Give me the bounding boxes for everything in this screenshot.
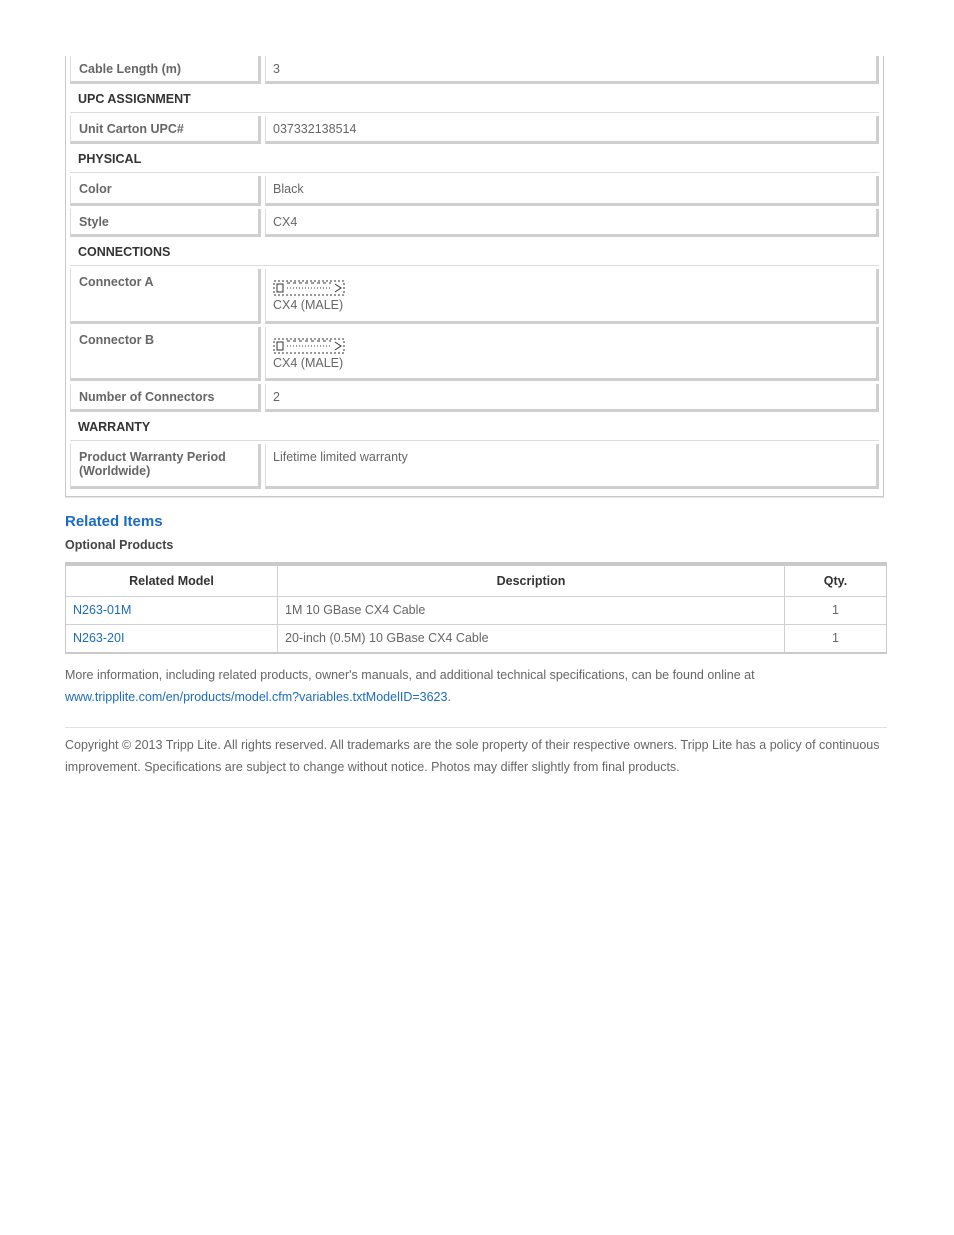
section-heading-physical: PHYSICAL xyxy=(70,147,879,173)
spec-label: Cable Length (m) xyxy=(70,56,261,84)
connector-b-text: CX4 (MALE) xyxy=(273,356,344,370)
spec-label: Connector B xyxy=(70,327,261,381)
column-header-qty: Qty. xyxy=(784,563,886,596)
cx4-connector-icon xyxy=(273,278,345,298)
spec-row-warranty xyxy=(70,444,879,489)
spec-row-cable-length xyxy=(70,56,879,84)
table-row xyxy=(66,596,886,624)
spec-value: CX4 xyxy=(265,209,879,237)
spec-value-connector-b xyxy=(265,327,879,381)
spec-value: 2 xyxy=(265,384,879,412)
related-items-heading: Related Items xyxy=(65,513,163,530)
copyright-notice: Copyright © 2013 Tripp Lite. All rights reserved. All trademarks are the sole property of their respective owners. Tripp Lite has a policy of continuous improvement. Specifications are subject to change without notice. Photos may differ slightly from final products. xyxy=(65,738,880,774)
more-info-text: More information, including related products, owner's manuals, and additional technical specifications, can be found online at xyxy=(65,668,755,682)
spec-row-connector-a xyxy=(70,269,879,324)
label-line: Product Warranty Period xyxy=(79,450,226,464)
spec-value: Lifetime limited warranty xyxy=(265,444,879,489)
table-row xyxy=(66,624,886,652)
spec-row-style xyxy=(70,209,879,237)
label-line: (Worldwide) xyxy=(79,464,151,478)
spec-row-num-connectors xyxy=(70,384,879,412)
divider xyxy=(65,727,887,728)
spec-label: Style xyxy=(70,209,261,237)
section-heading-connections: CONNECTIONS xyxy=(70,240,879,266)
spec-row-connector-b xyxy=(70,327,879,381)
spec-label: Unit Carton UPC# xyxy=(70,116,261,144)
qty-cell: 1 xyxy=(784,624,886,652)
cx4-connector-icon xyxy=(273,336,345,356)
spec-row-upc xyxy=(70,116,879,144)
spec-value: Black xyxy=(265,176,879,206)
description-cell: 20-inch (0.5M) 10 GBase CX4 Cable xyxy=(277,624,784,652)
optional-products-subheading: Optional Products xyxy=(65,538,174,552)
spec-value: 037332138514 xyxy=(265,116,879,144)
spec-label: Color xyxy=(70,176,261,206)
product-page-link[interactable]: www.tripplite.com/en/products/model.cfm?variables.txtModelID=3623 xyxy=(65,690,448,704)
table-header-row xyxy=(66,563,886,596)
info-suffix: . xyxy=(447,690,451,704)
column-header-description: Description xyxy=(277,563,784,596)
spec-label-warranty xyxy=(70,444,261,489)
model-link[interactable]: N263-01M xyxy=(66,596,277,624)
model-link[interactable]: N263-20I xyxy=(66,624,277,652)
spec-value-connector-a xyxy=(265,269,879,324)
spec-value: 3 xyxy=(265,56,879,84)
more-info-paragraph xyxy=(65,664,887,708)
section-heading-warranty: WARRANTY xyxy=(70,415,879,441)
section-heading-upc: UPC ASSIGNMENT xyxy=(70,87,879,113)
spec-label: Connector A xyxy=(70,269,261,324)
qty-cell: 1 xyxy=(784,596,886,624)
spec-row-color xyxy=(70,176,879,206)
description-cell: 1M 10 GBase CX4 Cable xyxy=(277,596,784,624)
spec-label: Number of Connectors xyxy=(70,384,261,412)
related-products-table xyxy=(65,562,887,654)
column-header-model: Related Model xyxy=(66,563,277,596)
spec-table xyxy=(65,56,884,497)
connector-a-text: CX4 (MALE) xyxy=(273,298,344,312)
